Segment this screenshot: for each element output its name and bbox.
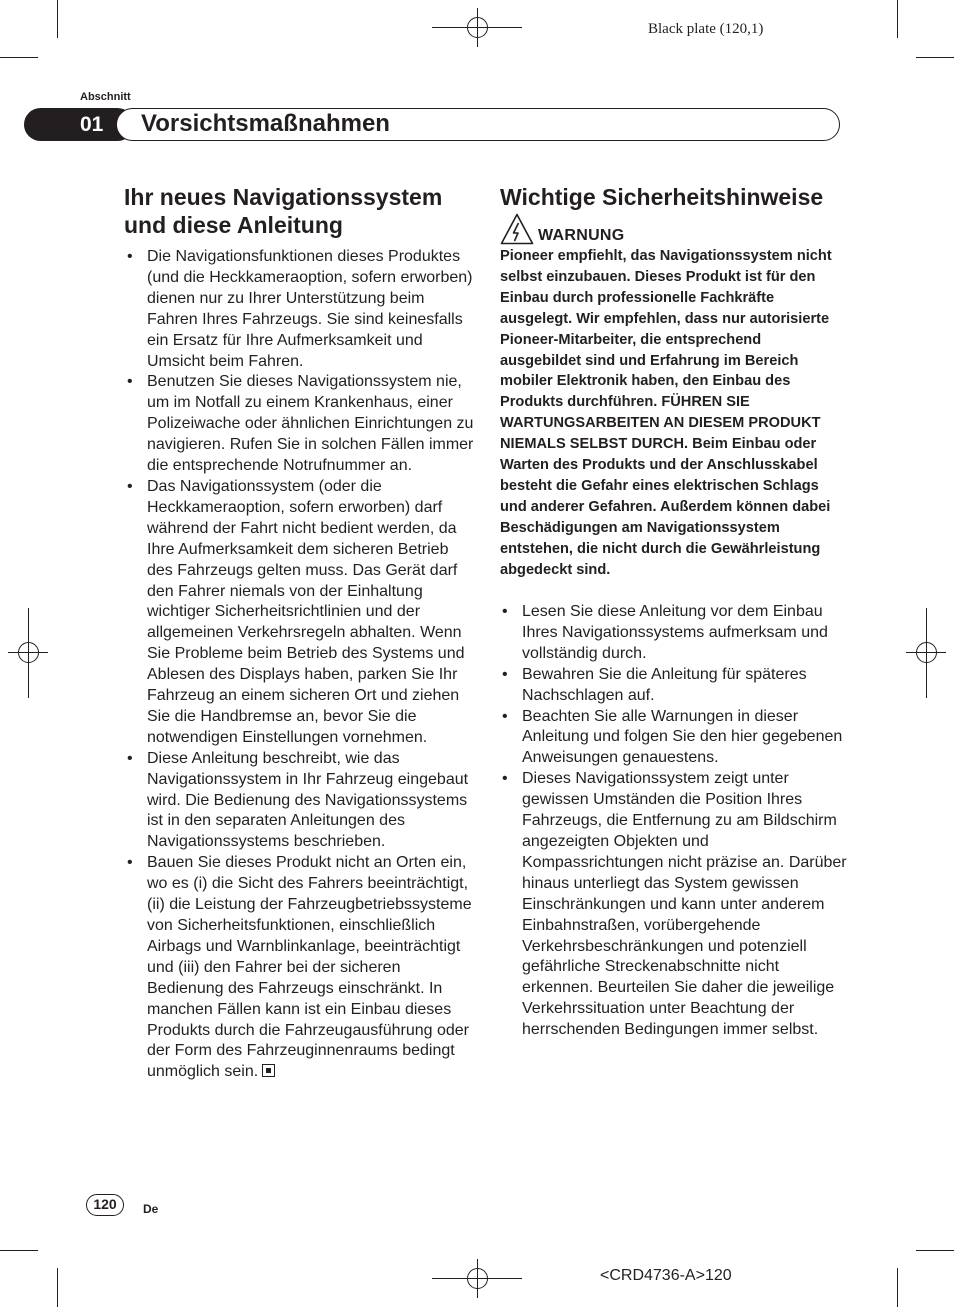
crop-mark [57,1268,58,1307]
end-of-section-icon [262,1064,275,1077]
document-code: <CRD4736-A>120 [600,1267,732,1284]
right-bullet-list [499,602,849,1041]
page-number: 120 [86,1194,124,1216]
list-item [499,769,849,1041]
warning-header [500,213,840,247]
bullet-icon: • [502,770,508,788]
bullet-icon: • [127,477,133,495]
crop-mark [916,57,954,58]
crop-mark [0,57,38,58]
language-code: De [143,1202,159,1216]
right-heading: Wichtige Sicherheitshinweise [500,184,824,210]
list-item-text: Dieses Navigationssystem zeigt unter gewissen Umständen die Position Ihres Fahrzeugs, die Entfernung zu am Bildschirm angezeigten Objekten und Kompassrichtungen nicht präzise an. Darüber hinaus unterliegt das System gewissen Einschränkungen und kann unter anderem Einbahnstraßen, vorübergehende Verkehrsbeschränkungen und potenziell gefährliche Streckenabschnitte nicht erkennen. Beurteilen Sie daher die jeweilige Verkehrssituation unter Beachtung der herrschenden Bedingungen immer selbst. [522,770,847,1039]
plate-label: Black plate (120,1) [648,21,764,37]
crop-mark [916,1250,954,1251]
crop-mark [0,1250,38,1251]
crop-mark [897,1268,898,1307]
section-title: Vorsichtsmaßnahmen [116,108,840,141]
bullet-icon: • [502,707,508,725]
list-item-text: Das Navigationssystem (oder die Heckkameraoption, sofern erworben) darf während der Fahrt nicht bedient werden, da Ihre Aufmerksamkeit dem sicheren Betrieb des Fahrzeugs gelten muss. Das Gerät darf den Fahrer niemals von der Einhaltung wichtiger Sicherheitsrichtlinien und der allgemeinen Verkehrsregeln abhalten. Wenn Sie Probleme beim Betrieb des Systems und Ablesen des Displays haben, parken Sie Ihr Fahrzeug an einem sicheren Ort und ziehen Sie die Handbremse an, bevor Sie die notwendigen Einstellungen vornehmen. [147,477,465,746]
section-number: 01 [24,108,134,141]
section-label: Abschnitt [80,91,131,103]
list-item [124,247,474,372]
list-item [499,602,849,665]
crop-mark [57,0,58,38]
list-item [124,853,474,1083]
list-item-text: Beachten Sie alle Warnungen in dieser Anleitung und folgen Sie den hier gegebenen Anweisungen genauestens. [522,707,843,767]
list-item [499,665,849,707]
left-bullet-list [124,247,474,1083]
list-item-text: Diese Anleitung beschreibt, wie das Navigationssystem in Ihr Fahrzeug eingebaut wird. Die Bedienung des Navigationssystems ist in den separaten Anleitungen des Navigationssystems beschrieben. [147,749,469,851]
bullet-icon: • [127,854,133,872]
list-item-text: Die Navigationsfunktionen dieses Produktes (und die Heckkameraoption, sofern erworben) dienen nur zu Ihrer Unterstützung beim Fahren Ihres Fahrzeugs. Sie sind keinesfalls ein Ersatz für Ihre Aufmerksamkeit und Umsicht beim Fahren. [147,248,473,370]
bullet-icon: • [127,248,133,265]
list-item-text: Lesen Sie diese Anleitung vor dem Einbau Ihres Navigationssystems aufmerksam und vollständig durch. [522,603,828,662]
list-item-text: Bewahren Sie die Anleitung für späteres Nachschlagen auf. [522,665,807,704]
bullet-icon: • [127,749,133,767]
list-item-text: Bauen Sie dieses Produkt nicht an Orten ein, wo es (i) die Sicht des Fahrers beeinträchtigt, (ii) die Leistung der Fahrzeugbetriebssysteme von Sicherheitsfunktionen, einschließlich Airbags und Warnblinkanlage, beeinträchtigt und (iii) den Fahrer bei der sicheren Bedienung des Fahrzeugs einschränkt. In manchen Fällen kann ist ein Einbau dieses Produkts durch die Fahrzeugausführung oder der Form des Fahrzeuginnenraums bedingt unmöglich sein. [147,854,472,1081]
left-heading: Ihr neues Navigationssystem und diese Anleitung [124,184,443,238]
list-item [124,749,474,854]
warning-label: WARNUNG [538,227,625,244]
list-item [499,707,849,770]
crop-mark [897,0,898,38]
bullet-icon: • [127,373,133,391]
list-item [124,477,474,749]
bullet-icon: • [502,603,508,620]
warning-text: Pioneer empfiehlt, das Navigationssystem nicht selbst einzubauen. Dieses Produkt ist für den Einbau durch professionelle Fachkräfte ausgelegt. Wir empfehlen, dass nur autorisierte Pioneer-Mitarbeiter, die entsprechend ausgebildet sind und Erfahrung im Bereich mobiler Elektronik haben, den Einbau des Produkts durchführen. FÜHREN SIE WARTUNGSARBEITEN AN DIESEM PRODUKT NIEMALS SELBST DURCH. Beim Einbau oder Warten des Produkts und der Anschlusskabel besteht die Gefahr eines elektrischen Schlags und anderer Gefahren. Außerdem können dabei Beschädigungen am Navigationssystem entstehen, die nicht durch die Gewährleistung abgedeckt sind. [500,248,832,578]
warning-triangle-icon [500,213,534,245]
list-item-text: Benutzen Sie dieses Navigationssystem nie, um im Notfall zu einem Krankenhaus, einer Polizeiwache oder ähnlichen Einrichtungen zu navigieren. Rufen Sie in solchen Fällen immer die entsprechende Notrufnummer an. [147,373,474,475]
list-item [124,372,474,477]
bullet-icon: • [502,665,508,683]
